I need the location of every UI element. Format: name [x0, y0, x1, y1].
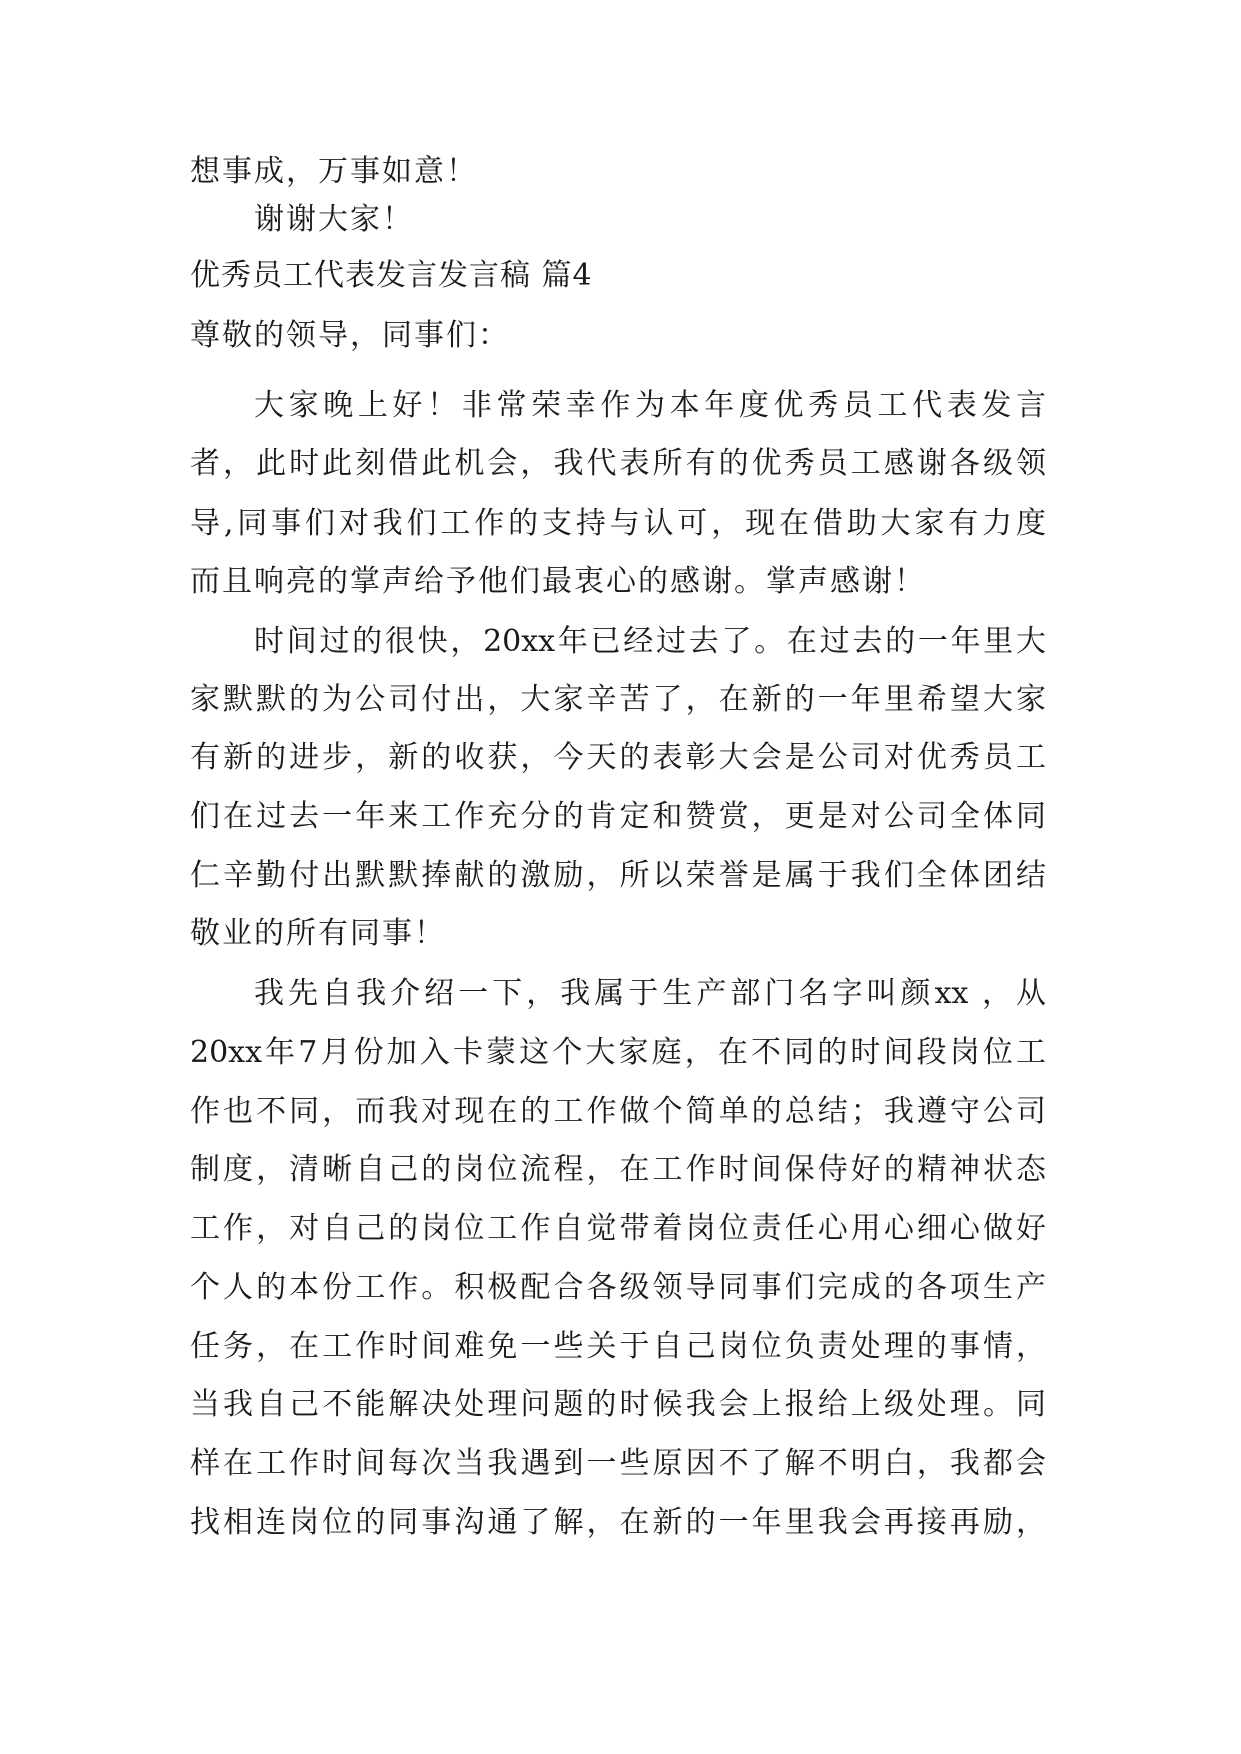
text-line: 有新的进步，新的收获，今天的表彰大会是公司对优秀员工 — [190, 740, 1046, 775]
text-line: 敬业的所有同事！ — [190, 916, 446, 951]
text-line: 家默默的为公司付出，大家辛苦了，在新的一年里希望大家 — [190, 682, 1046, 717]
text-line: 仁辛勤付出默默捧献的激励，所以荣誉是属于我们全体团结 — [190, 858, 1046, 893]
text-line: 找相连岗位的同事沟通了解，在新的一年里我会再接再励， — [190, 1505, 1046, 1540]
text-line: 大家晚上好！非常荣幸作为本年度优秀员工代表发言 — [254, 388, 1046, 423]
text-line: 个人的本份工作。积极配合各级领导同事们完成的各项生产 — [190, 1270, 1046, 1305]
text-line: 任务，在工作时间难免一些关于自己岗位负责处理的事情， — [190, 1329, 1046, 1364]
text-line: 我先自我介绍一下，我属于生产部门名字叫颜xx ，从 — [254, 976, 1046, 1011]
text-line: 样在工作时间每次当我遇到一些原因不了解不明白，我都会 — [190, 1446, 1046, 1481]
salutation: 尊敬的领导，同事们： — [190, 318, 510, 353]
section-heading: 优秀员工代表发言发言稿 篇4 — [190, 258, 593, 293]
text-line: 当我自己不能解决处理问题的时候我会上报给上级处理。同 — [190, 1387, 1046, 1422]
text-line: 而且响亮的掌声给予他们最衷心的感谢。掌声感谢！ — [190, 564, 926, 599]
text-line: 者，此时此刻借此机会，我代表所有的优秀员工感谢各级领 — [190, 446, 1046, 481]
text-line: 20xx年7月份加入卡蒙这个大家庭，在不同的时间段岗位工 — [190, 1035, 1046, 1070]
text-line: 制度，清晰自己的岗位流程，在工作时间保侍好的精神状态 — [190, 1152, 1046, 1187]
text-line: 们在过去一年来工作充分的肯定和赞赏，更是对公司全体同 — [190, 799, 1046, 834]
text-line: 时间过的很快，20xx年已经过去了。在过去的一年里大 — [254, 624, 1046, 659]
text-line: 想事成，万事如意！ — [190, 154, 478, 189]
text-line: 导,同事们对我们工作的支持与认可，现在借助大家有力度 — [190, 506, 1046, 541]
text-line: 谢谢大家！ — [254, 202, 414, 237]
text-line: 作也不同，而我对现在的工作做个简单的总结；我遵守公司 — [190, 1094, 1046, 1129]
text-line: 工作，对自己的岗位工作自觉带着岗位责任心用心细心做好 — [190, 1211, 1046, 1246]
